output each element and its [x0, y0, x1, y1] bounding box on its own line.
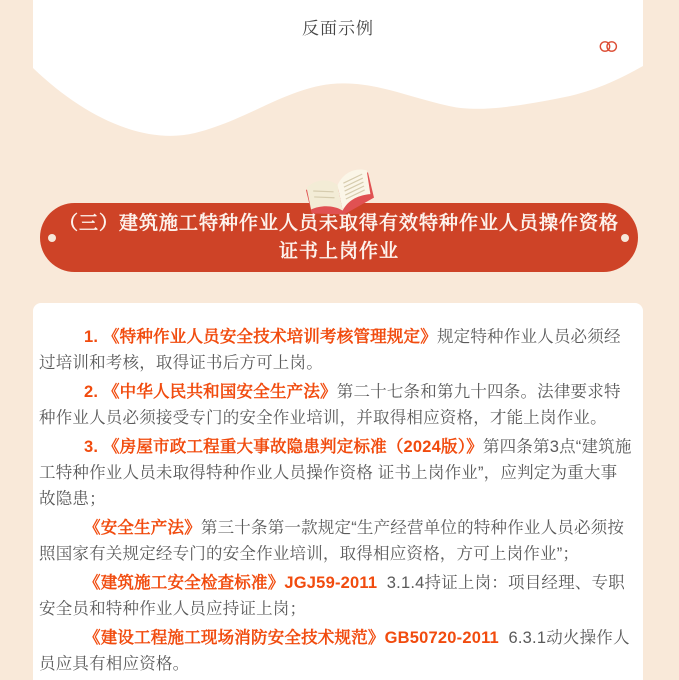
content-card: [33, 303, 643, 680]
paragraph-2-citation: 2. 《中华人民共和国安全生产法》: [84, 383, 337, 401]
paragraph-2-text: 第二十七条和第九十四条。法律要求特种作业人员必须接受专门的安全作业培训，并取得相应资格，才能上岗作业。: [39, 383, 621, 427]
banner-left-dot: [48, 234, 56, 242]
banner-title-line1: （三）建筑施工特种作业人员未取得有效特种作业人员操作资格: [58, 212, 619, 234]
paragraph-4-text: 第三十条第一款规定“生产经营单位的特种作业人员必须按照国家有关规定经专门的安全作业培训，取得相应资格，方可上岗作业”；: [39, 519, 625, 563]
paragraph-3: [39, 434, 633, 512]
paragraph-1-text: 规定特种作业人员必须经过培训和考核，取得证书后方可上岗。: [39, 328, 621, 372]
overlapping-circles-icon: [599, 40, 618, 53]
banner-title-line2: 证书上岗作业: [278, 240, 399, 262]
paragraph-6-text: 6.3.1动火操作人员应具有相应资格。: [39, 629, 630, 673]
page-title: 反面示例: [302, 19, 374, 38]
paragraph-5-text: 3.1.4持证上岗：项目经理、专职安全员和特种作业人员应持证上岗；: [39, 574, 625, 618]
paragraph-6: [39, 625, 633, 677]
paragraph-6-citation: 《建设工程施工现场消防安全技术规范》GB50720-2011: [84, 629, 499, 647]
paragraph-4-citation: 《安全生产法》: [84, 519, 201, 537]
paragraph-2: [39, 379, 633, 431]
open-book-icon: [301, 169, 377, 219]
paragraph-1: [39, 324, 633, 376]
paragraph-1-citation: 1. 《特种作业人员安全技术培训考核管理规定》: [84, 328, 437, 346]
paragraph-3-citation: 3. 《房屋市政工程重大事故隐患判定标准（2024版）》: [84, 438, 483, 456]
paragraph-4: [39, 515, 633, 567]
paragraph-5: [39, 570, 633, 622]
banner-right-dot: [621, 234, 629, 242]
paragraph-5-citation: 《建筑施工安全检查标准》JGJ59-2011: [84, 574, 378, 592]
paragraph-3-text: 第四条第3点“建筑施工特种作业人员未取得特种作业人员操作资格 证书上岗作业”，应判定为重大事故隐患；: [39, 438, 632, 508]
